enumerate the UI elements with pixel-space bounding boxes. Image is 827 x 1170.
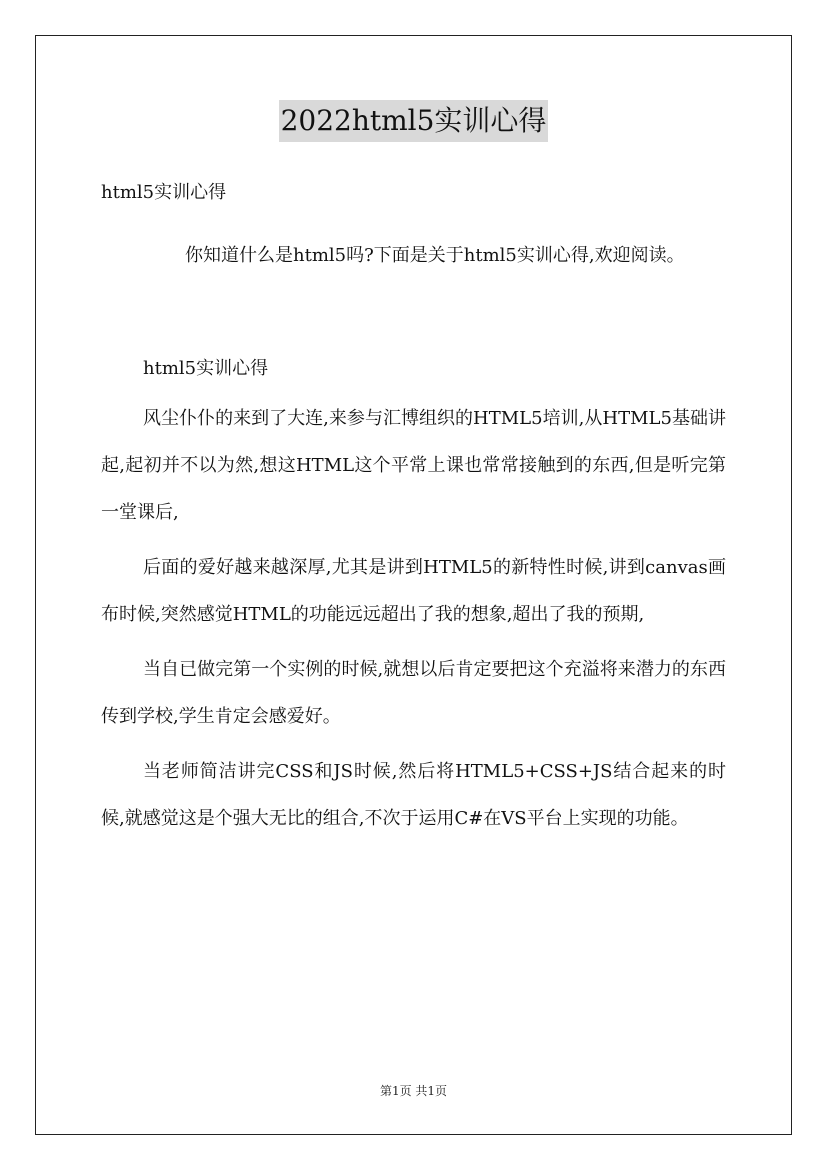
body-paragraph: 后面的爱好越来越深厚,尤其是讲到HTML5的新特性时候,讲到canvas画布时候,突然感觉HTML的功能远远超出了我的想象,超出了我的预期, [101, 557, 726, 625]
body-paragraph: 当自已做完第一个实例的时候,就想以后肯定要把这个充溢将来潜力的东西传到学校,学生肯定会感爱好。 [101, 659, 726, 727]
intro-paragraph: 你知道什么是html5吗?下面是关于html5实训心得,欢迎阅读。 [185, 245, 685, 266]
document-subtitle: html5实训心得 [101, 182, 227, 203]
title-container [0, 100, 827, 142]
page-number-label: 第1页 共1页 [379, 1084, 448, 1098]
body-paragraph: 风尘仆仆的来到了大连,来参与汇博组织的HTML5培训,从HTML5基础讲起,起初并不以为然,想这HTML这个平常上课也常常接触到的东西,但是听完第一堂课后, [101, 408, 726, 523]
page-footer [0, 1082, 827, 1100]
body-paragraph: 当老师简洁讲完CSS和JS时候,然后将HTML5+CSS+JS结合起来的时候,就感觉这是个强大无比的组合,不次于运用C#在VS平台上实现的功能。 [101, 761, 726, 829]
section-heading: html5实训心得 [143, 358, 269, 379]
document-title: 2022html5实训心得 [279, 100, 549, 142]
document-body [101, 175, 726, 842]
